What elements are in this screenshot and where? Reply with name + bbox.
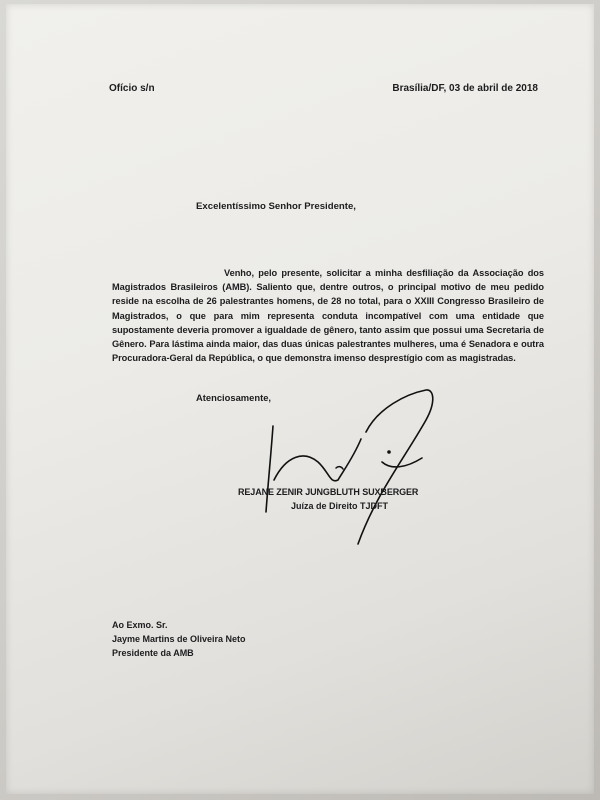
signature-stroke-2 [274, 439, 361, 481]
handwritten-signature [226, 384, 446, 559]
addressee-title: Presidente da AMB [112, 648, 194, 658]
addressee-line-1: Ao Exmo. Sr. [112, 620, 168, 630]
signature-dot [387, 450, 391, 454]
letter-salutation: Excelentíssimo Senhor Presidente, [196, 201, 356, 212]
signatory-name: REJANE ZENIR JUNGBLUTH SUXBERGER [238, 487, 419, 497]
addressee-name: Jayme Martins de Oliveira Neto [112, 634, 246, 644]
letter-body: Venho, pelo presente, solicitar a minha desfiliação da Associação dos Magistrados Brasileiros (AMB). Saliento que, dentre outros, o principal motivo de meu pedido reside na escolha de 26 palestrantes homens, de 28 no total, para o XXIII Congresso Brasileiro de Magistrados, o que para mim representa conduta incompatível com uma entidade que supostamente deveria promover a igualdade de gênero, tanto assim que possui uma Secretaria de Gênero. Para lástima ainda maior, das duas únicas palestrantes mulheres, uma é Senadora e outra Procuradora-Geral da República, o que demonstra imenso desprestígio com as magistradas. [112, 268, 544, 364]
letter-closing: Atenciosamente, [196, 392, 272, 403]
letter-reference: Ofício s/n [109, 83, 155, 94]
letter-place-date: Brasília/DF, 03 de abril de 2018 [392, 83, 538, 94]
signature-stroke-4 [336, 467, 343, 469]
letter-page [6, 4, 594, 794]
signatory-role: Juíza de Direito TJDFT [291, 501, 389, 511]
